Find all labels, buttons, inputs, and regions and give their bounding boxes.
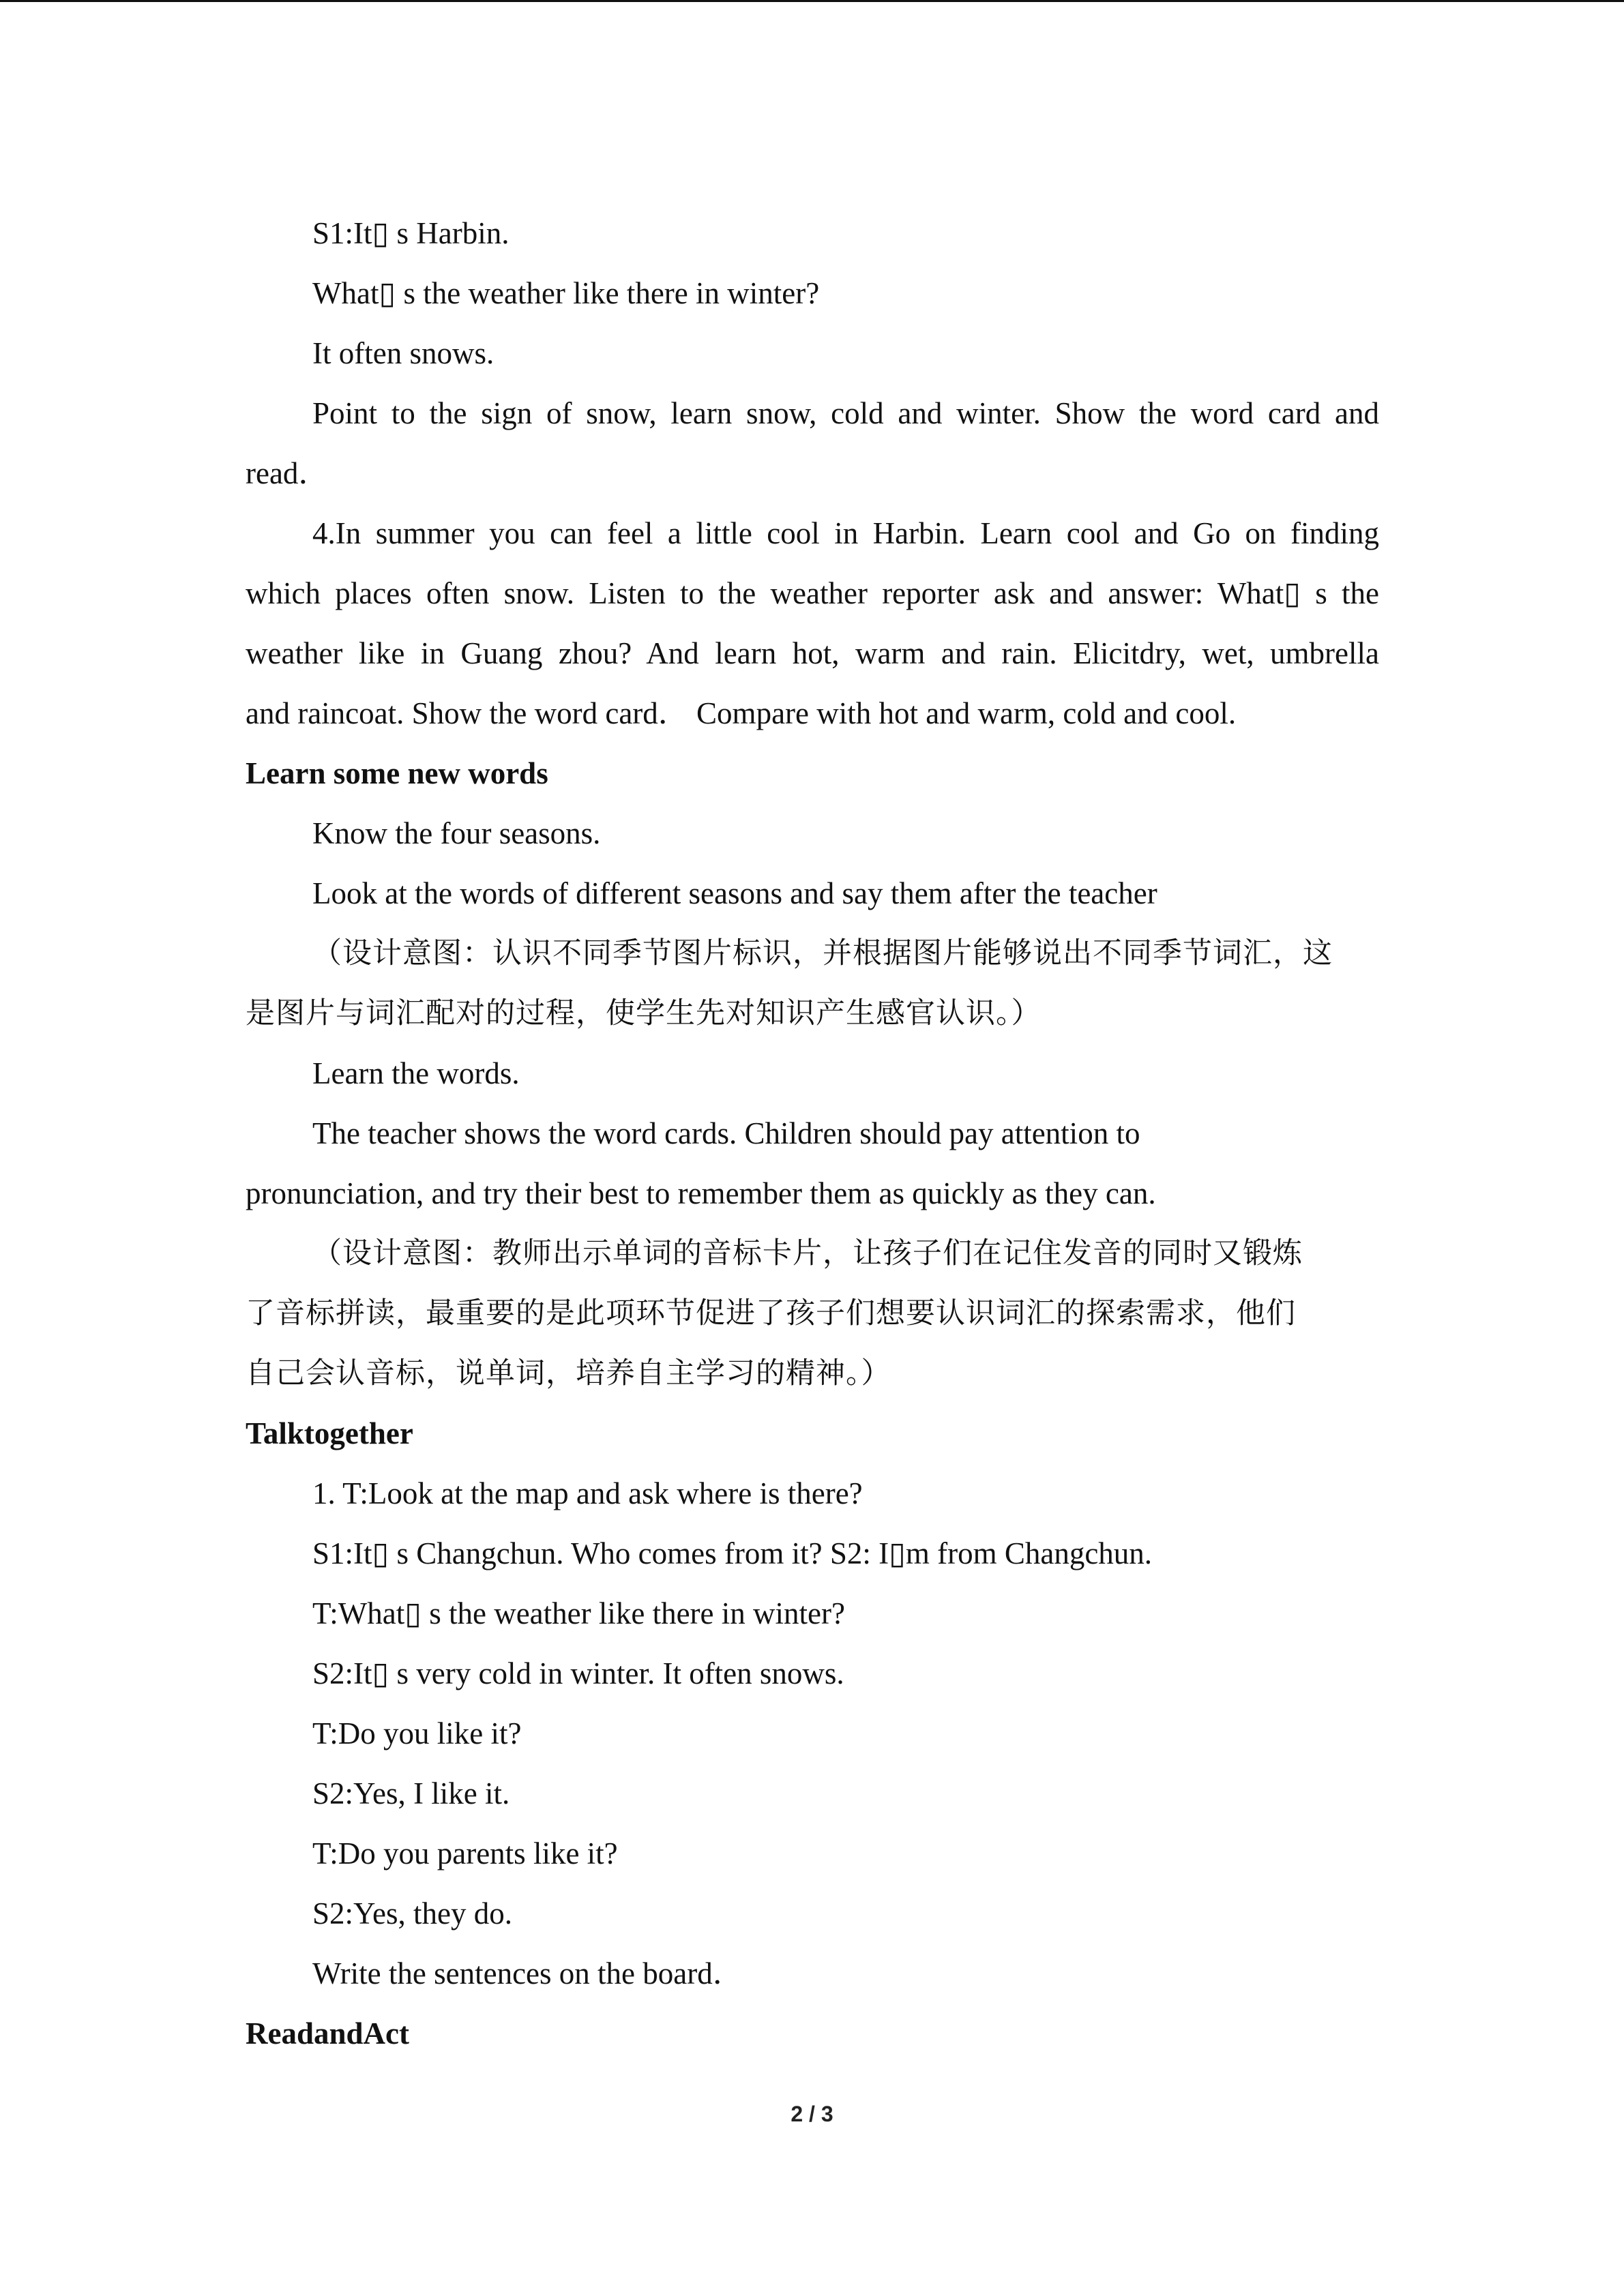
page-number: 2 / 3 [791,2102,833,2126]
design-note-line: （设计意图：教师出示单词的音标卡片，让孩子们在记住发音的同时又锻炼 [312,1236,1303,1270]
design-note-line: 了音标拼读，最重要的是此项环节促进了孩子们想要认识词汇的探索需求，他们 [246,1296,1296,1330]
paragraph-line: The teacher shows the word cards. Children should pay attention to [312,1116,1140,1150]
paragraph-line: weather like in Guang zhou? And learn hot, warm and rain. Elicitdry, wet, umbrella [246,636,1379,670]
dialog-line: S1:It▯ s Harbin. [312,216,510,250]
dialog-line: T:What▯ s the weather like there in winter? [312,1596,845,1630]
paragraph-line: Point to the sign of snow, learn snow, cold and winter. Show the word card and [312,396,1379,430]
paragraph-line: Learn the words. [312,1056,520,1090]
section-heading: Talktogether [246,1416,413,1450]
dialog-line: T:Do you like it? [312,1716,522,1750]
design-note-line: 自己会认音标，说单词，培养自主学习的精神。） [246,1356,891,1390]
dialog-line: It often snows. [312,336,494,370]
paragraph-line: read． [246,456,329,490]
section-heading: ReadandAct [246,2016,410,2051]
dialog-line: S2:Yes, I like it. [312,1776,510,1810]
dialog-line: S2:Yes, they do. [312,1896,512,1930]
dialog-line: T:Do you parents like it? [312,1836,618,1870]
paragraph-line: Write the sentences on the board． [312,1956,743,1991]
paragraph-line: which places often snow. Listen to the weather reporter ask and answer: What▯ s the [246,576,1379,610]
paragraph-line: pronunciation, and try their best to remember them as quickly as they can. [246,1176,1156,1210]
paragraph-line: 4.In summer you can feel a little cool in Harbin. Learn cool and Go on finding [312,516,1379,550]
dialog-line: S2:It▯ s very cold in winter. It often snows. [312,1656,844,1690]
document-body [246,203,1379,2063]
design-note-line: （设计意图：认识不同季节图片标识，并根据图片能够说出不同季节词汇，这 [312,936,1333,970]
paragraph-line: Know the four seasons. [312,816,601,850]
dialog-line: 1. T:Look at the map and ask where is there? [312,1476,863,1510]
dialog-line: S1:It▯ s Changchun. Who comes from it? S2: I▯m from Changchun. [312,1536,1153,1570]
page-top-border [0,0,1624,2]
paragraph-line: Look at the words of different seasons and say them after the teacher [312,876,1157,910]
design-note-line: 是图片与词汇配对的过程，使学生先对知识产生感官认识。） [246,996,1042,1030]
section-heading: Learn some new words [246,756,548,790]
paragraph-line: and raincoat. Show the word card． Compare with hot and warm, cold and cool. [246,696,1237,730]
dialog-line: What▯ s the weather like there in winter? [312,276,820,310]
